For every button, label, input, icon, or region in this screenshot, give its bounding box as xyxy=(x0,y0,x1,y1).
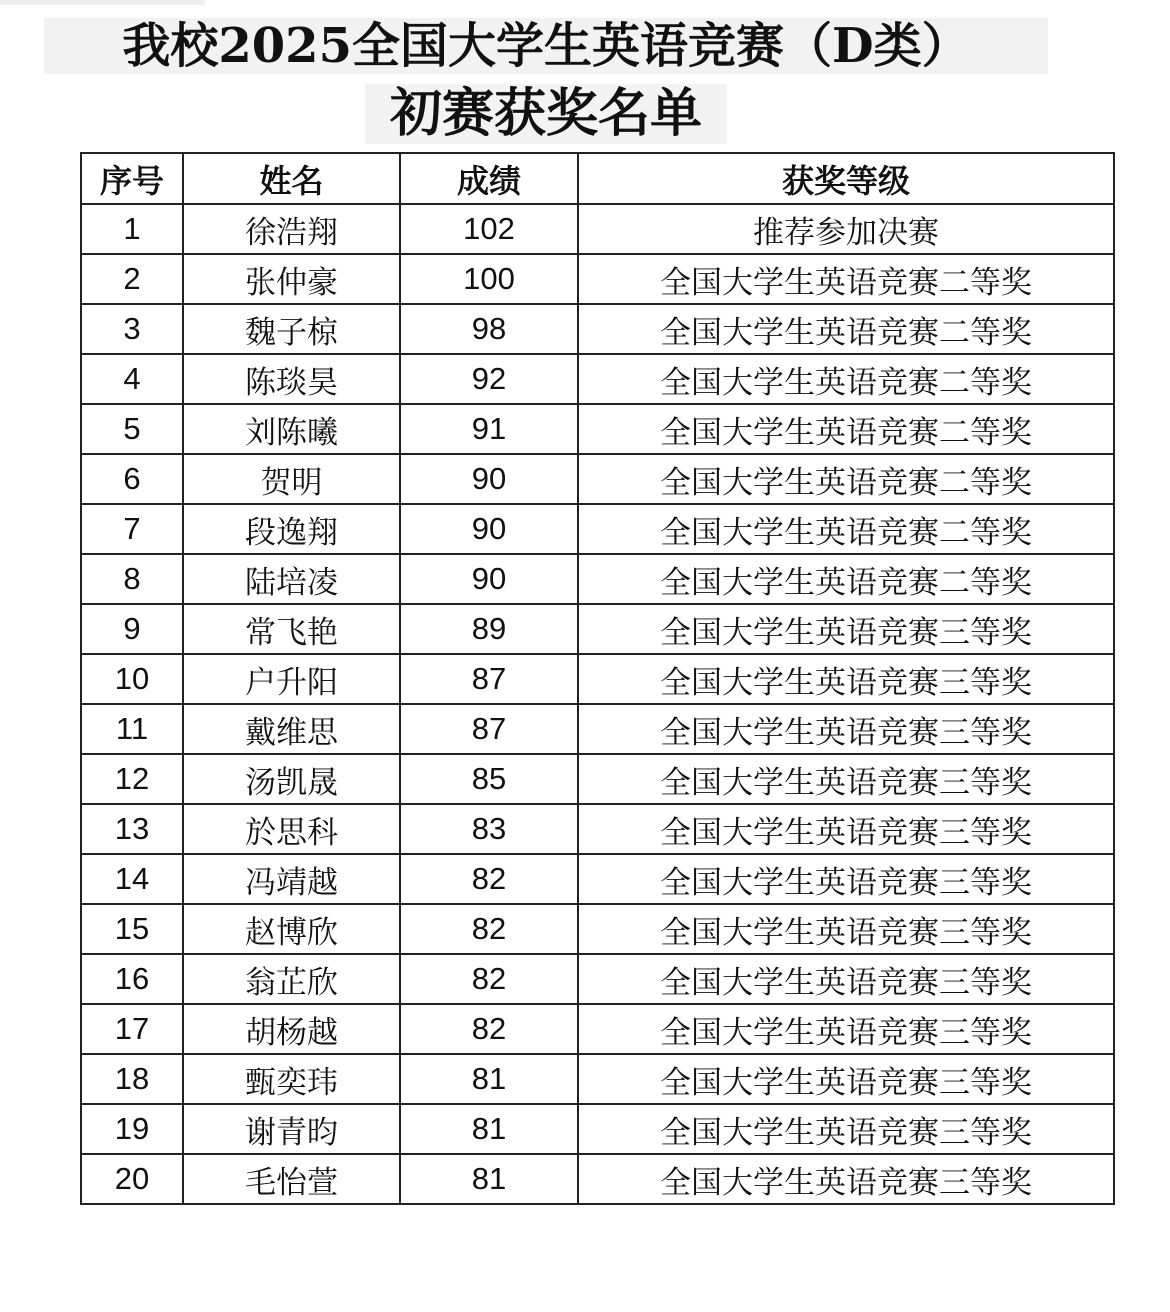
award-level: 全国大学生英语竞赛三等奖 xyxy=(578,1004,1114,1054)
student-name: 甄奕玮 xyxy=(183,1054,400,1104)
table-row xyxy=(81,754,1114,804)
row-number: 2 xyxy=(81,254,183,304)
row-number: 10 xyxy=(81,654,183,704)
table-header-row xyxy=(81,153,1114,204)
score-value: 82 xyxy=(400,904,578,954)
table-row xyxy=(81,454,1114,504)
table-row xyxy=(81,854,1114,904)
student-name: 胡杨越 xyxy=(183,1004,400,1054)
student-name: 常飞艳 xyxy=(183,604,400,654)
row-number: 3 xyxy=(81,304,183,354)
score-value: 98 xyxy=(400,304,578,354)
table-row xyxy=(81,504,1114,554)
header-score: 成绩 xyxy=(400,153,578,204)
table-row xyxy=(81,354,1114,404)
student-name: 段逸翔 xyxy=(183,504,400,554)
score-value: 82 xyxy=(400,1004,578,1054)
row-number: 13 xyxy=(81,804,183,854)
score-value: 90 xyxy=(400,454,578,504)
score-value: 100 xyxy=(400,254,578,304)
score-value: 89 xyxy=(400,604,578,654)
student-name: 贺明 xyxy=(183,454,400,504)
award-level: 全国大学生英语竞赛二等奖 xyxy=(578,554,1114,604)
student-name: 翁芷欣 xyxy=(183,954,400,1004)
row-number: 19 xyxy=(81,1104,183,1154)
row-number: 20 xyxy=(81,1154,183,1204)
student-name: 毛怡萱 xyxy=(183,1154,400,1204)
page-title: 我校2025全国大学生英语竞赛（D类） xyxy=(44,18,1048,74)
student-name: 张仲豪 xyxy=(183,254,400,304)
score-value: 82 xyxy=(400,954,578,1004)
award-level: 全国大学生英语竞赛二等奖 xyxy=(578,504,1114,554)
table-row xyxy=(81,204,1114,254)
award-table xyxy=(80,152,1115,1205)
table-row xyxy=(81,604,1114,654)
score-value: 92 xyxy=(400,354,578,404)
award-level: 全国大学生英语竞赛二等奖 xyxy=(578,354,1114,404)
row-number: 16 xyxy=(81,954,183,1004)
row-number: 18 xyxy=(81,1054,183,1104)
award-level: 全国大学生英语竞赛三等奖 xyxy=(578,1154,1114,1204)
row-number: 8 xyxy=(81,554,183,604)
table-row xyxy=(81,1104,1114,1154)
row-number: 11 xyxy=(81,704,183,754)
table-body xyxy=(81,204,1114,1204)
score-value: 102 xyxy=(400,204,578,254)
table-row xyxy=(81,404,1114,454)
award-level: 全国大学生英语竞赛三等奖 xyxy=(578,804,1114,854)
award-level: 全国大学生英语竞赛三等奖 xyxy=(578,654,1114,704)
award-level: 全国大学生英语竞赛三等奖 xyxy=(578,704,1114,754)
table-row xyxy=(81,704,1114,754)
table-row xyxy=(81,1154,1114,1204)
award-level: 全国大学生英语竞赛三等奖 xyxy=(578,954,1114,1004)
score-value: 81 xyxy=(400,1104,578,1154)
student-name: 魏子椋 xyxy=(183,304,400,354)
student-name: 徐浩翔 xyxy=(183,204,400,254)
award-level: 全国大学生英语竞赛二等奖 xyxy=(578,254,1114,304)
page-subtitle: 初赛获奖名单 xyxy=(365,84,727,144)
score-value: 87 xyxy=(400,654,578,704)
student-name: 陆培凌 xyxy=(183,554,400,604)
table-row xyxy=(81,304,1114,354)
row-number: 17 xyxy=(81,1004,183,1054)
table-row xyxy=(81,954,1114,1004)
row-number: 5 xyxy=(81,404,183,454)
row-number: 12 xyxy=(81,754,183,804)
award-level: 推荐参加决赛 xyxy=(578,204,1114,254)
student-name: 陈琰昊 xyxy=(183,354,400,404)
award-level: 全国大学生英语竞赛二等奖 xyxy=(578,404,1114,454)
award-level: 全国大学生英语竞赛二等奖 xyxy=(578,454,1114,504)
student-name: 谢青昀 xyxy=(183,1104,400,1154)
top-edge-strip xyxy=(0,0,205,5)
score-value: 91 xyxy=(400,404,578,454)
award-level: 全国大学生英语竞赛二等奖 xyxy=(578,304,1114,354)
score-value: 81 xyxy=(400,1054,578,1104)
row-number: 15 xyxy=(81,904,183,954)
student-name: 於思科 xyxy=(183,804,400,854)
award-level: 全国大学生英语竞赛三等奖 xyxy=(578,604,1114,654)
award-level: 全国大学生英语竞赛三等奖 xyxy=(578,1054,1114,1104)
student-name: 冯靖越 xyxy=(183,854,400,904)
score-value: 81 xyxy=(400,1154,578,1204)
award-level: 全国大学生英语竞赛三等奖 xyxy=(578,1104,1114,1154)
row-number: 6 xyxy=(81,454,183,504)
award-level: 全国大学生英语竞赛三等奖 xyxy=(578,854,1114,904)
table-row xyxy=(81,1054,1114,1104)
student-name: 戴维思 xyxy=(183,704,400,754)
award-level: 全国大学生英语竞赛三等奖 xyxy=(578,754,1114,804)
score-value: 87 xyxy=(400,704,578,754)
student-name: 赵博欣 xyxy=(183,904,400,954)
header-no: 序号 xyxy=(81,153,183,204)
score-value: 83 xyxy=(400,804,578,854)
table-row xyxy=(81,254,1114,304)
header-name: 姓名 xyxy=(183,153,400,204)
row-number: 14 xyxy=(81,854,183,904)
table-row xyxy=(81,654,1114,704)
score-value: 90 xyxy=(400,504,578,554)
table-row xyxy=(81,804,1114,854)
score-value: 82 xyxy=(400,854,578,904)
score-value: 90 xyxy=(400,554,578,604)
row-number: 9 xyxy=(81,604,183,654)
row-number: 7 xyxy=(81,504,183,554)
score-value: 85 xyxy=(400,754,578,804)
student-name: 户升阳 xyxy=(183,654,400,704)
header-award: 获奖等级 xyxy=(578,153,1114,204)
award-level: 全国大学生英语竞赛三等奖 xyxy=(578,904,1114,954)
table-row xyxy=(81,1004,1114,1054)
student-name: 刘陈曦 xyxy=(183,404,400,454)
student-name: 汤凯晟 xyxy=(183,754,400,804)
row-number: 4 xyxy=(81,354,183,404)
table-row xyxy=(81,554,1114,604)
table-row xyxy=(81,904,1114,954)
row-number: 1 xyxy=(81,204,183,254)
